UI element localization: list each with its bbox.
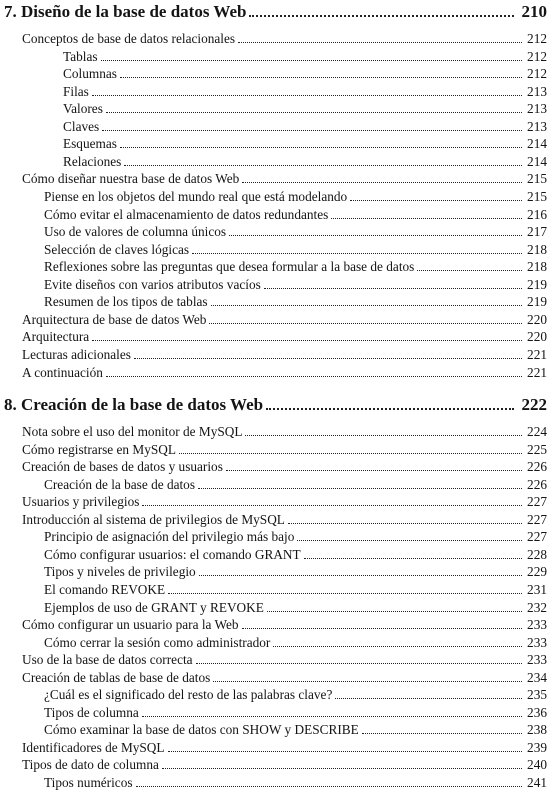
toc-entry xyxy=(63,48,547,65)
entry-title: Cómo cerrar la sesión como administrador xyxy=(44,634,271,650)
dot-leader xyxy=(273,646,522,647)
page-number: 231 xyxy=(527,582,547,597)
page-number: 220 xyxy=(527,311,547,327)
dot-leader xyxy=(199,575,522,576)
toc-entry xyxy=(44,188,547,205)
entry-title: Cómo configurar un usuario para la Web xyxy=(22,617,239,632)
page-number: 212 xyxy=(527,48,547,64)
toc-entry xyxy=(44,528,547,545)
dot-leader xyxy=(213,681,522,682)
dot-leader xyxy=(120,147,522,148)
page-number: 227 xyxy=(527,494,547,510)
toc-entry xyxy=(22,328,547,345)
page-number: 240 xyxy=(527,757,547,773)
dot-leader xyxy=(92,340,522,341)
entry-title: Columnas xyxy=(63,66,117,82)
toc-entry xyxy=(22,458,547,475)
page-number: 221 xyxy=(527,364,547,380)
page-number: 225 xyxy=(527,441,547,457)
dot-leader xyxy=(92,95,522,96)
entry-title: Selección de claves lógicas xyxy=(44,241,190,257)
page-number: 221 xyxy=(527,346,547,362)
dot-leader xyxy=(198,488,522,489)
toc-entry xyxy=(22,364,547,381)
page-number: 227 xyxy=(527,529,547,545)
entry-title: Piense en los objetos del mundo real que está modelando xyxy=(44,189,348,204)
dot-leader xyxy=(226,470,522,471)
entry-title: Filas xyxy=(63,83,89,99)
dot-leader xyxy=(211,305,522,306)
dot-leader xyxy=(209,323,522,324)
chapter-heading xyxy=(4,0,547,22)
entry-title: A continuación xyxy=(22,364,103,380)
dot-leader xyxy=(297,540,522,541)
entry-title: Tipos de dato de columna xyxy=(22,757,159,773)
dot-leader xyxy=(242,628,522,629)
toc-entry xyxy=(44,258,547,275)
entry-title: Tablas xyxy=(63,48,98,64)
dot-leader xyxy=(168,751,522,752)
page-number: 233 xyxy=(527,652,547,668)
toc-entry xyxy=(22,30,547,47)
page-number: 220 xyxy=(527,329,547,345)
entry-title: Cómo evitar el almacenamiento de datos redundantes xyxy=(44,206,329,222)
entry-title: Creación de bases de datos y usuarios xyxy=(22,459,223,475)
toc-entry xyxy=(44,546,547,563)
dot-leader xyxy=(179,453,522,454)
dot-leader xyxy=(134,358,522,359)
page-number: 233 xyxy=(527,634,547,650)
dot-leader xyxy=(417,270,522,271)
dot-leader xyxy=(142,505,522,506)
toc-entry xyxy=(44,241,547,258)
page-number: 214 xyxy=(527,136,547,152)
toc-entry xyxy=(22,511,547,528)
toc-entry xyxy=(44,223,547,240)
toc-entry xyxy=(22,739,547,756)
page-number: 218 xyxy=(527,241,547,257)
toc-entry xyxy=(22,311,547,328)
page-number: 219 xyxy=(527,294,547,310)
dot-leader xyxy=(192,253,522,254)
page-number: 239 xyxy=(527,739,547,755)
toc-entry xyxy=(44,476,547,493)
page-number: 212 xyxy=(527,66,547,82)
page-number: 238 xyxy=(527,722,547,738)
toc-entry xyxy=(63,118,547,135)
page-number: 228 xyxy=(527,546,547,562)
page-number: 222 xyxy=(521,395,547,414)
toc-entry xyxy=(44,563,547,580)
dot-leader xyxy=(266,408,514,410)
entry-title: Valores xyxy=(63,101,103,117)
page-number: 234 xyxy=(527,669,547,685)
toc-entry xyxy=(44,581,547,598)
entry-title: Principio de asignación del privilegio más bajo xyxy=(44,529,295,545)
toc-entry xyxy=(22,346,547,363)
dot-leader xyxy=(267,611,522,612)
toc-entry xyxy=(22,756,547,773)
dot-leader xyxy=(242,182,522,183)
dot-leader xyxy=(106,376,522,377)
dot-leader xyxy=(162,768,522,769)
dot-leader xyxy=(229,235,522,236)
entry-title: Cómo examinar la base de datos con SHOW y DESCRIBE xyxy=(44,722,359,738)
page-number: 219 xyxy=(527,276,547,292)
page-number: 215 xyxy=(527,171,547,187)
page-number: 227 xyxy=(527,511,547,527)
toc-entry xyxy=(22,651,547,668)
page-number: 214 xyxy=(527,153,547,169)
dot-leader xyxy=(350,200,522,201)
toc-entry xyxy=(22,423,547,440)
toc-entry xyxy=(44,704,547,721)
entry-title: Nota sobre el uso del monitor de MySQL xyxy=(22,424,243,439)
toc-entry xyxy=(44,293,547,310)
page-number: 213 xyxy=(527,118,547,134)
toc-entry xyxy=(22,441,547,458)
toc-entry xyxy=(44,206,547,223)
entry-title: Uso de valores de columna únicos xyxy=(44,224,227,240)
entry-title: Evite diseños con varios atributos vacíos xyxy=(44,276,261,292)
toc-entry xyxy=(22,493,547,510)
entry-title: Esquemas xyxy=(63,136,117,152)
dot-leader xyxy=(249,15,514,17)
entry-title: Creación de la base de datos xyxy=(44,476,196,492)
entry-title: Tipos y niveles de privilegio xyxy=(44,564,196,580)
entry-title: Resumen de los tipos de tablas xyxy=(44,294,208,310)
page-number: 241 xyxy=(527,775,547,790)
dot-leader xyxy=(106,112,522,113)
entry-title: Usuarios y privilegios xyxy=(22,494,140,510)
entry-title: Identificadores de MySQL xyxy=(22,739,165,755)
toc-entry xyxy=(22,669,547,686)
chapter-title: 8. Creación de la base de datos Web xyxy=(4,395,264,414)
chapter-heading xyxy=(4,393,547,415)
entry-title: El comando REVOKE xyxy=(44,582,166,597)
page-number: 215 xyxy=(527,189,547,204)
page-number: 235 xyxy=(527,687,547,703)
entry-title: Uso de la base de datos correcta xyxy=(22,652,193,668)
entry-title: Tipos de columna xyxy=(44,704,139,720)
page-number: 213 xyxy=(527,83,547,99)
dot-leader xyxy=(362,733,522,734)
entry-title: Claves xyxy=(63,118,100,134)
toc-entry xyxy=(44,599,547,616)
page-number: 229 xyxy=(527,564,547,580)
toc-entry xyxy=(44,276,547,293)
page-number: 226 xyxy=(527,459,547,475)
toc-entry xyxy=(44,721,547,738)
entry-title: Cómo registrarse en MySQL xyxy=(22,441,176,457)
toc-entry xyxy=(44,686,547,703)
entry-title: Creación de tablas de base de datos xyxy=(22,669,211,685)
dot-leader xyxy=(238,42,522,43)
entry-title: Cómo diseñar nuestra base de datos Web xyxy=(22,171,240,187)
dot-leader xyxy=(304,558,522,559)
dot-leader xyxy=(120,77,522,78)
toc-entry xyxy=(22,616,547,633)
dot-leader xyxy=(335,698,522,699)
entry-title: Relaciones xyxy=(63,153,122,169)
toc-entry xyxy=(44,634,547,651)
toc-entry xyxy=(63,83,547,100)
page-number: 236 xyxy=(527,704,547,720)
toc-entry xyxy=(63,135,547,152)
dot-leader xyxy=(196,663,522,664)
page-number: 224 xyxy=(527,424,547,439)
entry-title: Conceptos de base de datos relacionales xyxy=(22,31,236,46)
dot-leader xyxy=(102,130,522,131)
page-number: 226 xyxy=(527,476,547,492)
entry-title: Introducción al sistema de privilegios de MySQL xyxy=(22,511,285,527)
page-number: 213 xyxy=(527,101,547,117)
dot-leader xyxy=(124,165,522,166)
dot-leader xyxy=(101,60,522,61)
dot-leader xyxy=(142,716,522,717)
page-number: 210 xyxy=(521,2,547,21)
toc-entry xyxy=(22,170,547,187)
page-number: 232 xyxy=(527,599,547,615)
page-number: 212 xyxy=(527,31,547,46)
dot-leader xyxy=(331,218,522,219)
chapter-title: 7. Diseño de la base de datos Web xyxy=(4,2,247,21)
entry-title: Tipos numéricos xyxy=(44,775,133,790)
entry-title: Arquitectura xyxy=(22,329,90,345)
toc-entry xyxy=(44,774,547,791)
entry-title: Cómo configurar usuarios: el comando GRANT xyxy=(44,546,301,562)
page-number: 216 xyxy=(527,206,547,222)
page-number: 218 xyxy=(527,259,547,275)
dot-leader xyxy=(264,288,522,289)
entry-title: Lecturas adicionales xyxy=(22,346,131,362)
toc-entry xyxy=(63,100,547,117)
page-number: 233 xyxy=(527,617,547,632)
toc-entry xyxy=(63,65,547,82)
entry-title: Reflexiones sobre las preguntas que desea formular a la base de datos xyxy=(44,259,415,275)
entry-title: ¿Cuál es el significado del resto de las palabras clave? xyxy=(44,687,333,703)
entry-title: Ejemplos de uso de GRANT y REVOKE xyxy=(44,599,264,615)
dot-leader xyxy=(245,435,522,436)
dot-leader xyxy=(168,593,522,594)
page-number: 217 xyxy=(527,224,547,240)
entry-title: Arquitectura de base de datos Web xyxy=(22,311,207,327)
dot-leader xyxy=(288,523,522,524)
toc-entry xyxy=(63,153,547,170)
